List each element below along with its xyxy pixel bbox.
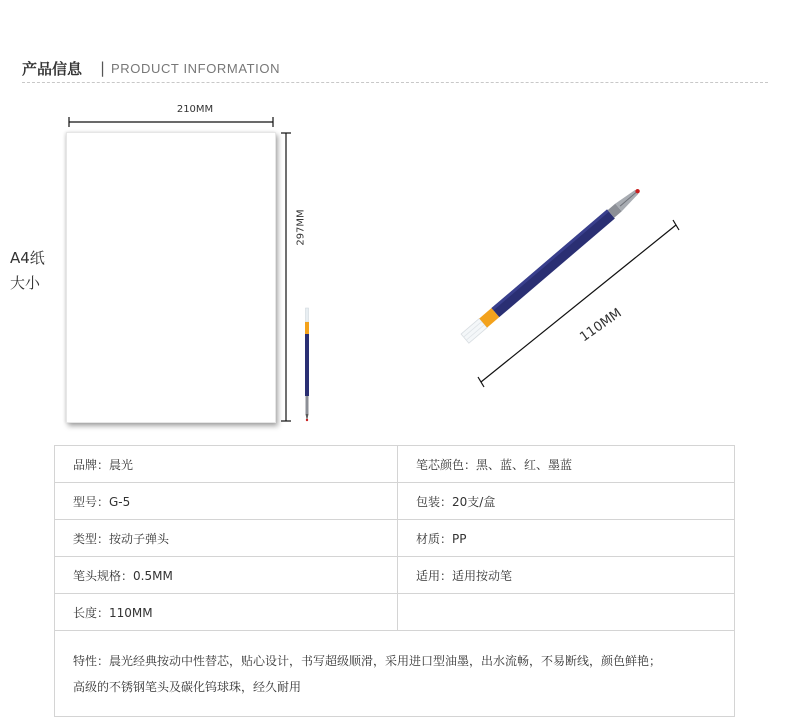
table-row [55,594,735,631]
spec-packaging: 包装：20支/盒 [398,483,735,520]
small-refill-image [305,308,309,421]
width-label: 210MM [176,104,214,115]
features-line2: 高级的不锈钢笔头及碳化钨球珠，经久耐用 [73,679,302,694]
section-title-cn: 产品信息 [22,60,83,78]
height-label: 297MM [295,209,307,246]
spec-tip-size: 笔头规格：0.5MM [55,557,398,594]
a4-size-label [10,246,70,296]
spec-refill-colors: 笔芯颜色：黑、蓝、红、墨蓝 [398,446,735,483]
table-row [55,483,735,520]
spec-material: 材质：PP [398,520,735,557]
features-line1: 特性：晨光经典按动中性替芯，贴心设计，书写超级顺滑，采用进口型油墨，出水流畅，不易断线，颜色鲜艳； [73,653,662,668]
spec-features [55,631,735,717]
spec-type: 类型：按动子弹头 [55,520,398,557]
table-row [55,446,735,483]
section-title-en: PRODUCT INFORMATION [111,61,281,76]
title-separator: | [100,59,106,77]
spec-empty-cell [398,594,735,631]
table-row [55,520,735,557]
height-dimension-line [281,133,291,421]
a4-label-line2: 大小 [10,274,41,292]
spec-model: 型号：G-5 [55,483,398,520]
spec-compatibility: 适用：适用按动笔 [398,557,735,594]
a4-label-line1: A4纸 [10,249,45,267]
spec-brand: 品牌：晨光 [55,446,398,483]
spec-table [54,445,735,717]
a4-paper-sheet [66,132,276,423]
table-row [55,631,735,717]
table-row [55,557,735,594]
width-dimension-line [69,117,273,127]
refill-length-label: 110MM [577,305,625,346]
spec-length: 长度：110MM [55,594,398,631]
